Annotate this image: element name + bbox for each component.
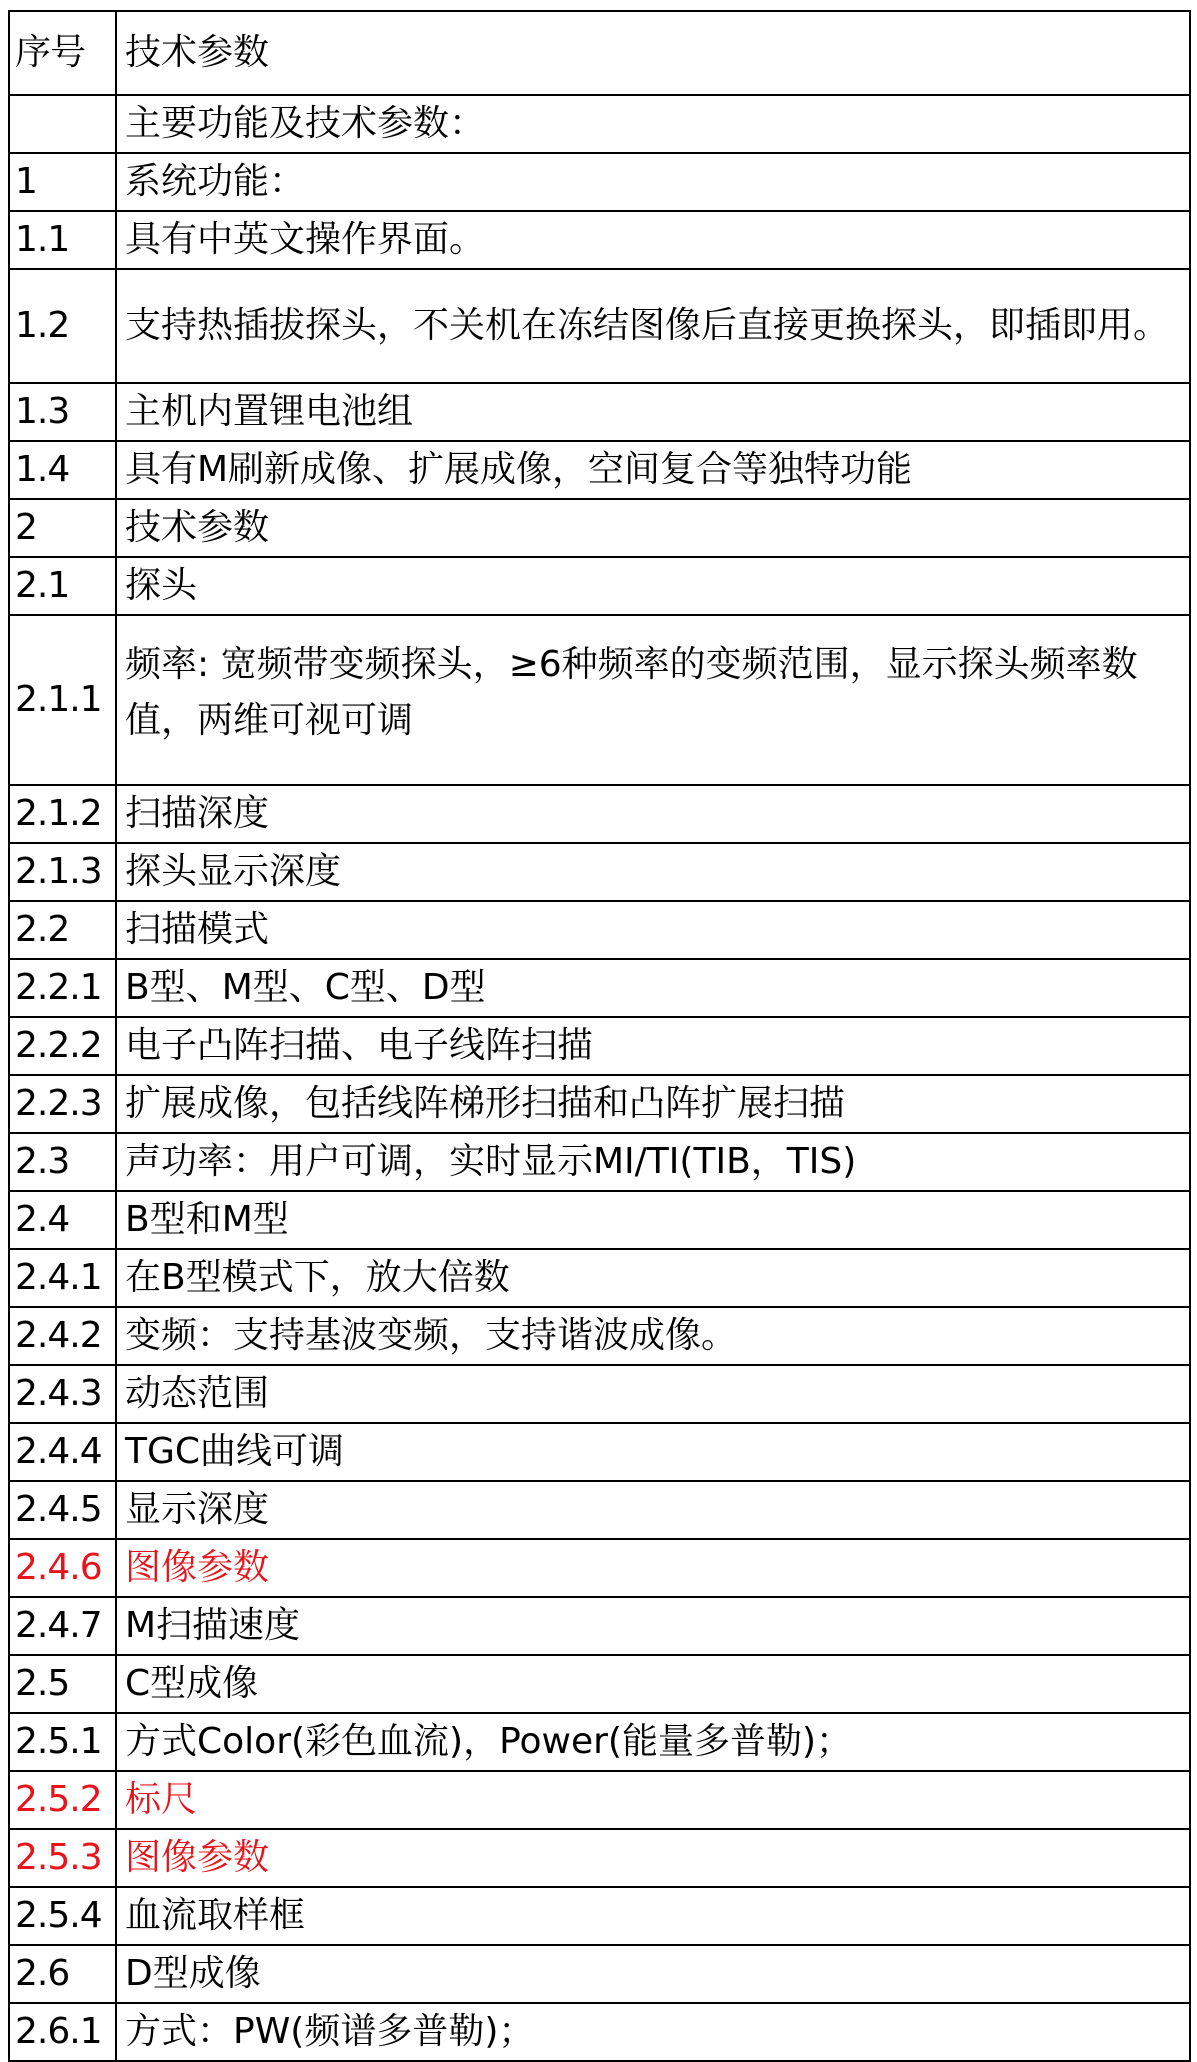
row-number-cell: 1.2 xyxy=(9,269,116,383)
row-description-cell: 技术参数 xyxy=(116,499,1190,557)
row-description-cell: 扫描模式 xyxy=(116,901,1190,959)
row-number-cell: 1.4 xyxy=(9,441,116,499)
row-description-cell: 主机内置锂电池组 xyxy=(116,383,1190,441)
table-row xyxy=(9,843,1190,901)
row-description-cell: 探头显示深度 xyxy=(116,843,1190,901)
table-row-highlighted xyxy=(9,1829,1190,1887)
table-row-highlighted xyxy=(9,1539,1190,1597)
row-number-cell: 2.1.2 xyxy=(9,785,116,843)
row-description-cell: M扫描速度 xyxy=(116,1597,1190,1655)
row-number-cell: 2.2.2 xyxy=(9,1017,116,1075)
table-row xyxy=(9,1655,1190,1713)
row-description-cell: 扫描深度 xyxy=(116,785,1190,843)
table-row xyxy=(9,785,1190,843)
row-number-cell: 2.4.3 xyxy=(9,1365,116,1423)
row-number-cell: 2.1.3 xyxy=(9,843,116,901)
row-number-cell: 2.4.1 xyxy=(9,1249,116,1307)
table-header-row xyxy=(9,11,1190,95)
row-description-cell: 具有中英文操作界面。 xyxy=(116,211,1190,269)
row-number-cell: 1.1 xyxy=(9,211,116,269)
table-row xyxy=(9,1075,1190,1133)
row-number-cell: 2.1 xyxy=(9,557,116,615)
row-number-cell: 2.5.4 xyxy=(9,1887,116,1945)
table-row xyxy=(9,1597,1190,1655)
table-row-highlighted xyxy=(9,1771,1190,1829)
row-description-cell: 标尺 xyxy=(116,1771,1190,1829)
header-description-cell: 技术参数 xyxy=(116,11,1190,95)
row-number-cell: 1.3 xyxy=(9,383,116,441)
row-number-cell: 2.4.5 xyxy=(9,1481,116,1539)
row-description-cell: 支持热插拔探头，不关机在冻结图像后直接更换探头，即插即用。 xyxy=(116,269,1190,383)
table-row xyxy=(9,901,1190,959)
table-row xyxy=(9,959,1190,1017)
spec-table-body xyxy=(9,11,1190,2061)
row-number-cell: 2.4.6 xyxy=(9,1539,116,1597)
table-row xyxy=(9,615,1190,785)
row-number-cell: 2.5 xyxy=(9,1655,116,1713)
table-row xyxy=(9,499,1190,557)
table-row xyxy=(9,1423,1190,1481)
table-row xyxy=(9,1017,1190,1075)
row-number-cell: 2.5.3 xyxy=(9,1829,116,1887)
row-description-cell: 系统功能： xyxy=(116,153,1190,211)
row-number-cell: 2.4.2 xyxy=(9,1307,116,1365)
table-row xyxy=(9,1249,1190,1307)
row-description-cell: 在B型模式下，放大倍数 xyxy=(116,1249,1190,1307)
row-number-cell: 2 xyxy=(9,499,116,557)
row-number-cell: 2.4.7 xyxy=(9,1597,116,1655)
row-number-cell: 2.3 xyxy=(9,1133,116,1191)
row-number-cell: 2.6.1 xyxy=(9,2003,116,2061)
row-number-cell: 2.2.1 xyxy=(9,959,116,1017)
row-description-cell: 方式：PW(频谱多普勒)； xyxy=(116,2003,1190,2061)
row-number-cell: 1 xyxy=(9,153,116,211)
table-row xyxy=(9,1307,1190,1365)
table-row xyxy=(9,557,1190,615)
table-row xyxy=(9,95,1190,153)
header-number-cell: 序号 xyxy=(9,11,116,95)
table-row xyxy=(9,441,1190,499)
table-row xyxy=(9,1713,1190,1771)
table-row xyxy=(9,383,1190,441)
row-description-cell: 变频：支持基波变频，支持谐波成像。 xyxy=(116,1307,1190,1365)
row-number-cell xyxy=(9,95,116,153)
table-row xyxy=(9,269,1190,383)
table-row xyxy=(9,1191,1190,1249)
row-number-cell: 2.4 xyxy=(9,1191,116,1249)
row-number-cell: 2.2 xyxy=(9,901,116,959)
table-row xyxy=(9,153,1190,211)
row-number-cell: 2.1.1 xyxy=(9,615,116,785)
row-description-cell: 显示深度 xyxy=(116,1481,1190,1539)
row-description-cell: 声功率：用户可调，实时显示MI/TI(TIB，TIS) xyxy=(116,1133,1190,1191)
row-description-cell: B型、M型、C型、D型 xyxy=(116,959,1190,1017)
row-number-cell: 2.4.4 xyxy=(9,1423,116,1481)
row-description-cell: C型成像 xyxy=(116,1655,1190,1713)
row-description-cell: D型成像 xyxy=(116,1945,1190,2003)
row-number-cell: 2.2.3 xyxy=(9,1075,116,1133)
row-description-cell: 方式Color(彩色血流)，Power(能量多普勒)； xyxy=(116,1713,1190,1771)
row-description-cell: 探头 xyxy=(116,557,1190,615)
row-description-cell: 扩展成像，包括线阵梯形扫描和凸阵扩展扫描 xyxy=(116,1075,1190,1133)
row-number-cell: 2.6 xyxy=(9,1945,116,2003)
row-description-cell: B型和M型 xyxy=(116,1191,1190,1249)
row-number-cell: 2.5.2 xyxy=(9,1771,116,1829)
row-description-cell: 具有M刷新成像、扩展成像，空间复合等独特功能 xyxy=(116,441,1190,499)
row-description-cell: 动态范围 xyxy=(116,1365,1190,1423)
row-description-cell: 主要功能及技术参数： xyxy=(116,95,1190,153)
row-description-cell: 图像参数 xyxy=(116,1539,1190,1597)
row-description-cell: 频率: 宽频带变频探头，≥6种频率的变频范围，显示探头频率数值，两维可视可调 xyxy=(116,615,1190,785)
row-description-cell: 血流取样框 xyxy=(116,1887,1190,1945)
row-description-cell: 图像参数 xyxy=(116,1829,1190,1887)
table-row xyxy=(9,1365,1190,1423)
row-number-cell: 2.5.1 xyxy=(9,1713,116,1771)
spec-table xyxy=(8,10,1191,2062)
table-row xyxy=(9,1887,1190,1945)
table-row xyxy=(9,1945,1190,2003)
row-description-cell: 电子凸阵扫描、电子线阵扫描 xyxy=(116,1017,1190,1075)
table-row xyxy=(9,211,1190,269)
row-description-cell: TGC曲线可调 xyxy=(116,1423,1190,1481)
table-row xyxy=(9,2003,1190,2061)
table-row xyxy=(9,1481,1190,1539)
table-row xyxy=(9,1133,1190,1191)
